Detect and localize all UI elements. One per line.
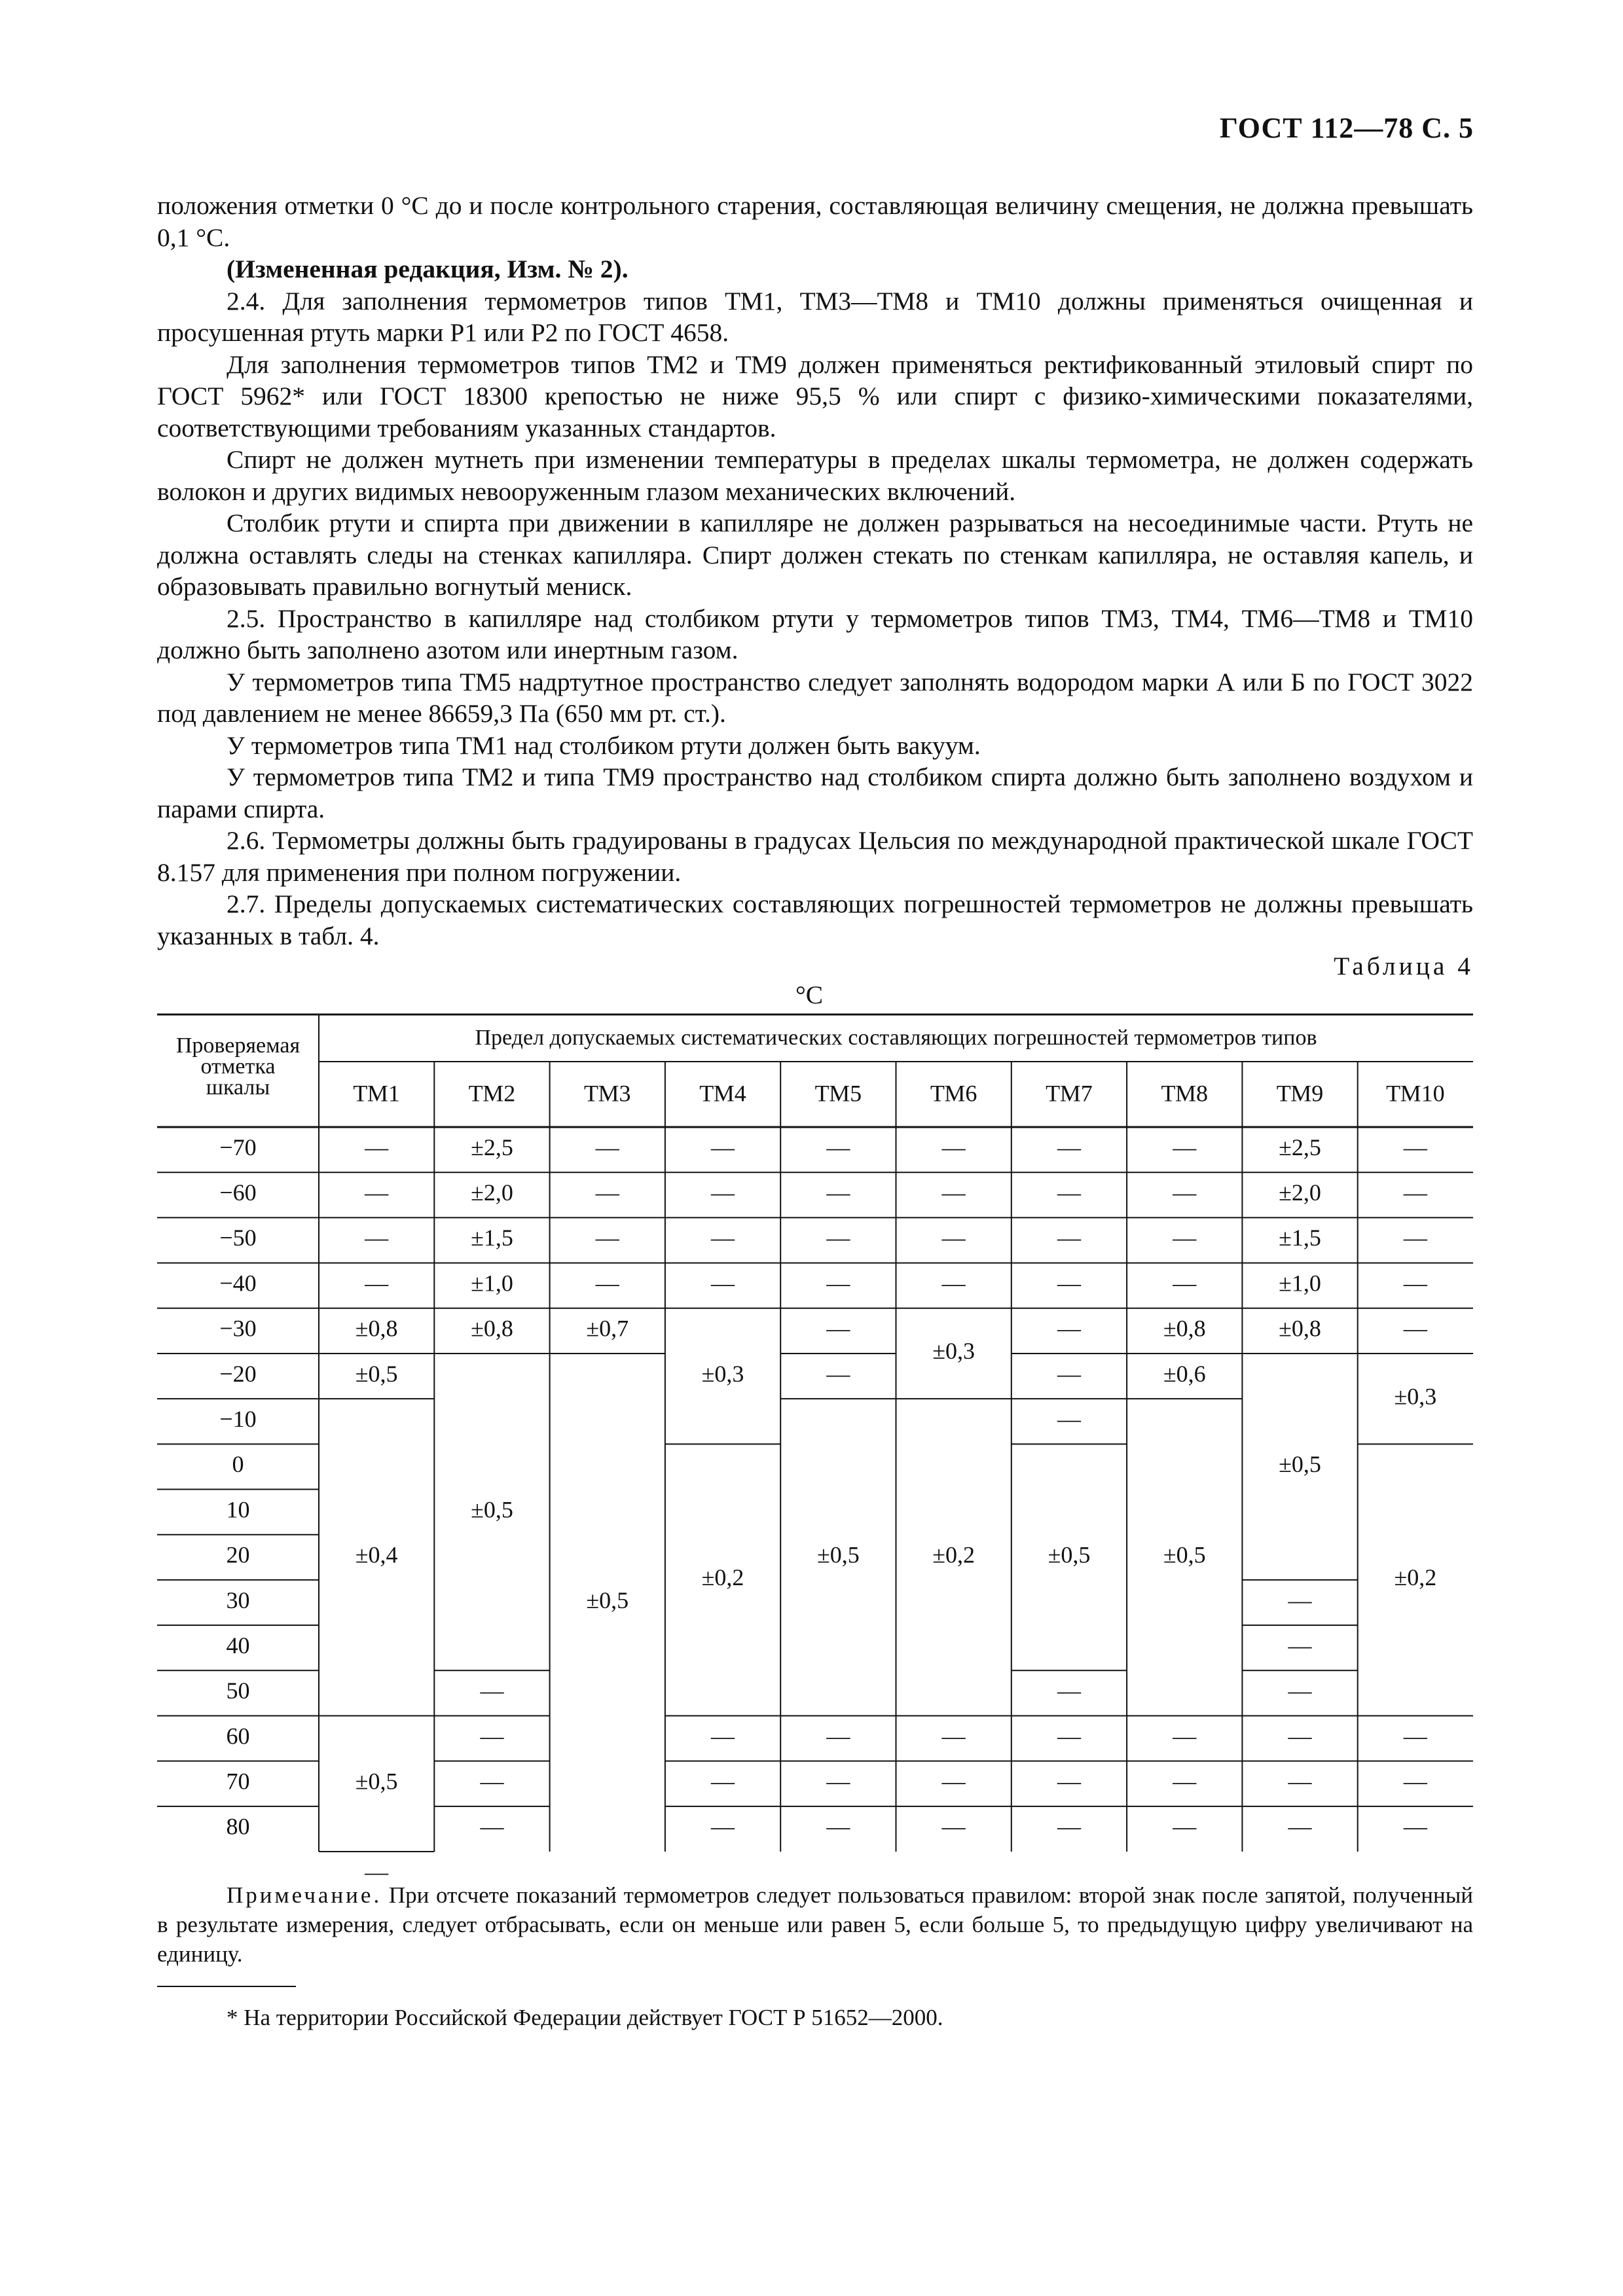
tolerance-value: — [1057,1360,1081,1387]
column-header-тм2: ТМ2 [468,1080,516,1107]
scale-mark: 10 [226,1496,250,1523]
body-text [157,190,1473,952]
column-header-тм4: ТМ4 [699,1080,746,1107]
tolerance-value: — [480,1677,504,1704]
scale-mark: 40 [226,1632,250,1659]
tolerance-value: — [1057,1677,1081,1704]
scale-mark: 0 [232,1451,244,1478]
paragraph: положения отметки 0 °С до и после контрольного старения, составляющая величину смещения, не должна превышать 0,1 °С. [157,191,1473,252]
tolerance-value: ±2,5 [1279,1134,1321,1160]
note-text: При отсчете показаний термометров следует пользоваться правилом: второй знак после запятой, полученный в результате измерения, следует отбрасывать, если он меньше или равен 5, если больше 5, то предыдущую цифру увеличивают на единицу. [157,1882,1473,1967]
tolerance-value: — [595,1179,619,1206]
tolerance-value: — [595,1225,619,1251]
table-grid [157,1014,1473,1885]
tolerance-value: — [1288,1723,1312,1749]
tolerance-value: ±0,5 [471,1496,513,1523]
tolerance-value: ±0,5 [1163,1541,1206,1568]
tolerance-value: — [1403,1270,1427,1297]
column-header-тм6: ТМ6 [930,1080,977,1107]
scale-mark: −70 [219,1134,257,1160]
tolerance-value: — [1173,1768,1197,1795]
tolerance-value: ±1,5 [471,1225,513,1251]
tolerance-value: ±1,0 [1279,1270,1321,1297]
tolerance-value: ±0,4 [355,1541,398,1568]
tolerance-value: — [826,1813,850,1840]
tolerance-value: — [1057,1406,1081,1433]
tolerance-value: — [1057,1723,1081,1749]
paragraph: Столбик ртути и спирта при движении в капилляре не должен разрываться на несоединимые части. Ртуть не должна оставлять следы на стенках капилляра. Спирт должен стекать по стенкам капилляра, не оставляя капель, и образовывать правильно вогнутый мениск. [157,509,1473,601]
tolerance-value: — [1173,1723,1197,1749]
tolerance-value: ±0,8 [355,1315,398,1342]
tolerance-value: — [826,1768,850,1795]
tolerance-value: — [1057,1179,1081,1206]
tolerance-value: — [826,1225,850,1251]
column-header-тм7: ТМ7 [1046,1080,1093,1107]
tolerance-value: ±0,3 [1394,1383,1437,1410]
tolerance-value: — [711,1768,735,1795]
tolerance-value: — [941,1134,966,1160]
paragraph: 2.7. Пределы допускаемых систематических составляющих погрешностей термометров не должны превышать указанных в табл. 4. [157,889,1473,950]
footnote-divider [157,1986,296,1987]
tolerance-value: — [1288,1587,1312,1613]
tolerance-value: — [711,1179,735,1206]
column-header-тм1: ТМ1 [353,1080,400,1107]
tolerance-value: — [941,1813,966,1840]
column-header-тм3: ТМ3 [583,1080,631,1107]
tolerance-value: — [826,1360,850,1387]
note-label: Примечание. [227,1882,382,1908]
tolerance-value: — [711,1225,735,1251]
tolerance-value: — [1403,1225,1427,1251]
tolerance-value: — [1403,1768,1427,1795]
tolerance-value: — [1403,1315,1427,1342]
tolerance-value: ±1,0 [471,1270,513,1297]
tolerance-value: — [1403,1134,1427,1160]
tolerance-value: — [941,1225,966,1251]
tolerance-value: — [1288,1768,1312,1795]
table-note [157,1880,1473,1969]
tolerance-value: — [595,1134,619,1160]
scale-mark: 60 [226,1723,250,1749]
error-limits-table [157,1014,1473,1885]
tolerance-value: — [1288,1677,1312,1704]
tolerance-value: ±0,5 [355,1360,398,1387]
tolerance-value: — [365,1179,389,1206]
column-header-тм8: ТМ8 [1161,1080,1209,1107]
tolerance-value: — [1057,1270,1081,1297]
scale-mark: −60 [219,1179,257,1206]
paragraph: 2.5. Пространство в капилляре над столбиком ртути у термометров типов ТМ3, ТМ4, ТМ6—ТМ8 и ТМ10 должно быть заполнено азотом или инертным газом. [157,603,1473,664]
paragraph: Спирт не должен мутнеть при изменении температуры в пределах шкалы термометра, не должен содержать волокон и других видимых невооруженным глазом механических включений. [157,445,1473,506]
group-header: Предел допускаемых систематических составляющих погрешностей термометров типов [475,1025,1317,1050]
tolerance-value: ±0,5 [355,1768,398,1795]
column-header-тм10: ТМ10 [1386,1080,1445,1107]
tolerance-value: ±0,2 [701,1564,744,1591]
tolerance-value: ±0,2 [932,1541,976,1568]
tolerance-value: ±1,5 [1279,1225,1321,1251]
tolerance-value: — [826,1315,850,1342]
tolerance-value: — [711,1134,735,1160]
tolerance-value: — [1057,1225,1081,1251]
tolerance-value: — [826,1134,850,1160]
tolerance-value: ±0,6 [1163,1360,1206,1387]
page-header: ГОСТ 112—78 С. 5 [1219,112,1474,144]
row-header-line: шкалы [206,1075,270,1100]
tolerance-value: ±0,2 [1394,1564,1437,1591]
column-header-тм5: ТМ5 [814,1080,862,1107]
tolerance-value: ±2,0 [1279,1179,1321,1206]
tolerance-value: — [1288,1632,1312,1659]
tolerance-value: — [365,1134,389,1160]
tolerance-value: ±0,8 [1163,1315,1206,1342]
tolerance-value: — [365,1270,389,1297]
tolerance-value: — [480,1768,504,1795]
scale-mark: 30 [226,1587,250,1613]
tolerance-value: — [595,1270,619,1297]
footnote: * На территории Российской Федерации действует ГОСТ Р 51652—2000. [227,2005,943,2030]
tolerance-value: ±0,5 [1279,1451,1321,1478]
tolerance-value: — [1057,1134,1081,1160]
scale-mark: −20 [219,1360,257,1387]
tolerance-value: — [1403,1179,1427,1206]
tolerance-value: — [365,1225,389,1251]
tolerance-value: — [1403,1813,1427,1840]
tolerance-value: — [941,1179,966,1206]
tolerance-value: — [941,1270,966,1297]
tolerance-value: — [1173,1813,1197,1840]
tolerance-value: ±0,5 [1048,1541,1091,1568]
amendment-note: (Измененная редакция, Изм. № 2). [227,255,629,283]
tolerance-value: — [711,1723,735,1749]
scale-mark: 50 [226,1677,250,1704]
tolerance-value: — [1057,1768,1081,1795]
tolerance-value: — [1288,1813,1312,1840]
scale-mark: 70 [226,1768,250,1795]
tolerance-value: — [1173,1225,1197,1251]
scale-mark: 80 [226,1813,250,1840]
tolerance-value: — [1173,1270,1197,1297]
tolerance-value: — [826,1179,850,1206]
paragraph: У термометров типа ТМ5 надртутное пространство следует заполнять водородом марки А или Б по ГОСТ 3022 под давлением не менее 86659,3 Па (650 мм рт. ст.). [157,667,1473,728]
tolerance-value: ±0,7 [586,1315,629,1342]
table-unit: °С [795,980,824,1009]
tolerance-value: — [365,1858,389,1885]
tolerance-value: — [941,1768,966,1795]
tolerance-value: ±2,5 [471,1134,513,1160]
tolerance-value: ±0,3 [701,1360,744,1387]
tolerance-value: — [1403,1723,1427,1749]
paragraph: У термометров типа ТМ2 и типа ТМ9 пространство над столбиком спирта должно быть заполнено воздухом и парами спирта. [157,762,1473,823]
tolerance-value: — [1173,1134,1197,1160]
tolerance-value: ±0,8 [1279,1315,1321,1342]
scale-mark: 20 [226,1541,250,1568]
tolerance-value: — [941,1723,966,1749]
tolerance-value: — [826,1723,850,1749]
tolerance-value: — [480,1813,504,1840]
tolerance-value: ±0,8 [471,1315,513,1342]
tolerance-value: — [480,1723,504,1749]
table-label: Таблица 4 [1334,952,1474,980]
row-header-line: отметка [200,1054,276,1079]
tolerance-value: ±0,3 [932,1338,976,1365]
paragraph: 2.6. Термометры должны быть градуированы в градусах Цельсия по международной практической шкале ГОСТ 8.157 для применения при полном погружении. [157,826,1473,887]
tolerance-value: — [711,1270,735,1297]
scale-mark: −10 [219,1406,257,1433]
tolerance-value: — [711,1813,735,1840]
scale-mark: −30 [219,1315,257,1342]
scale-mark: −50 [219,1225,257,1251]
tolerance-value: ±0,5 [586,1587,629,1613]
tolerance-value: — [1057,1813,1081,1840]
tolerance-value: ±0,5 [816,1541,860,1568]
tolerance-value: — [826,1270,850,1297]
column-header-тм9: ТМ9 [1276,1080,1324,1107]
tolerance-value: — [1173,1179,1197,1206]
tolerance-value: ±2,0 [471,1179,513,1206]
paragraph: Для заполнения термометров типов ТМ2 и ТМ9 должен применяться ректификованный этиловый спирт по ГОСТ 5962* или ГОСТ 18300 крепостью не ниже 95,5 % или спирт с физико-химическими показателями, соответствующими требованиям указанных стандартов. [157,350,1473,442]
scale-mark: −40 [219,1270,257,1297]
paragraph: У термометров типа ТМ1 над столбиком ртути должен быть вакуум. [227,730,981,760]
row-header-line: Проверяемая [175,1033,301,1058]
paragraph: 2.4. Для заполнения термометров типов ТМ1, ТМ3—ТМ8 и ТМ10 должны применяться очищенная и просушенная ртуть марки Р1 или Р2 по ГОСТ 4658. [157,286,1473,347]
tolerance-value: — [1057,1315,1081,1342]
